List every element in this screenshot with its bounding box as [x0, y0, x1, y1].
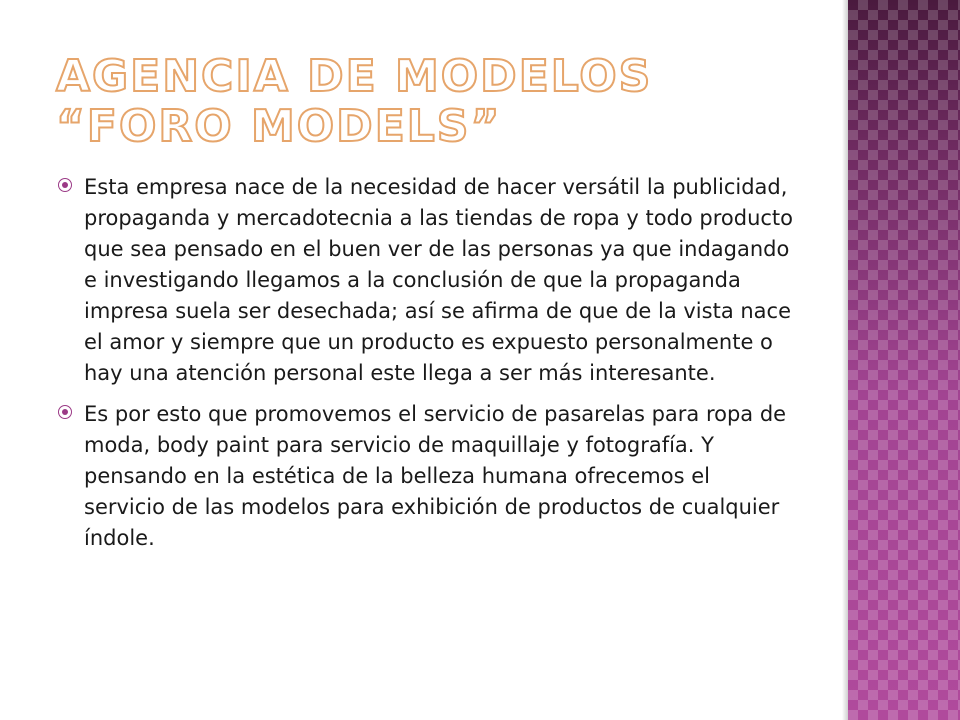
slide-title	[56, 52, 816, 152]
bullet-item	[56, 399, 796, 554]
decorative-side-band	[848, 0, 960, 720]
bullet-text: Es por esto que promovemos el servicio de pasarelas para ropa de moda, body paint para servicio de maquillaje y fotografía. Y pensando en la estética de la belleza humana ofrecemos el servicio de las modelos para exhibición de productos de cualquier índole.	[84, 402, 787, 550]
slide-body	[56, 172, 796, 564]
bullet-item	[56, 172, 796, 389]
title-line-2: “FORO MODELS”	[56, 101, 502, 152]
circle-bullet-icon	[58, 405, 72, 419]
circle-bullet-icon	[58, 178, 72, 192]
title-line-1: AGENCIA DE MODELOS	[56, 51, 653, 102]
bullet-text: Esta empresa nace de la necesidad de hacer versátil la publicidad, propaganda y mercadotecnia a las tiendas de ropa y todo producto que sea pensado en el buen ver de las personas ya que indagando e investigando llegamos a la conclusión de que la propaganda impresa suela ser desechada; así se afirma de que de la vista nace el amor y siempre que un producto es expuesto personalmente o hay una atención personal este llega a ser más interesante.	[84, 175, 794, 385]
